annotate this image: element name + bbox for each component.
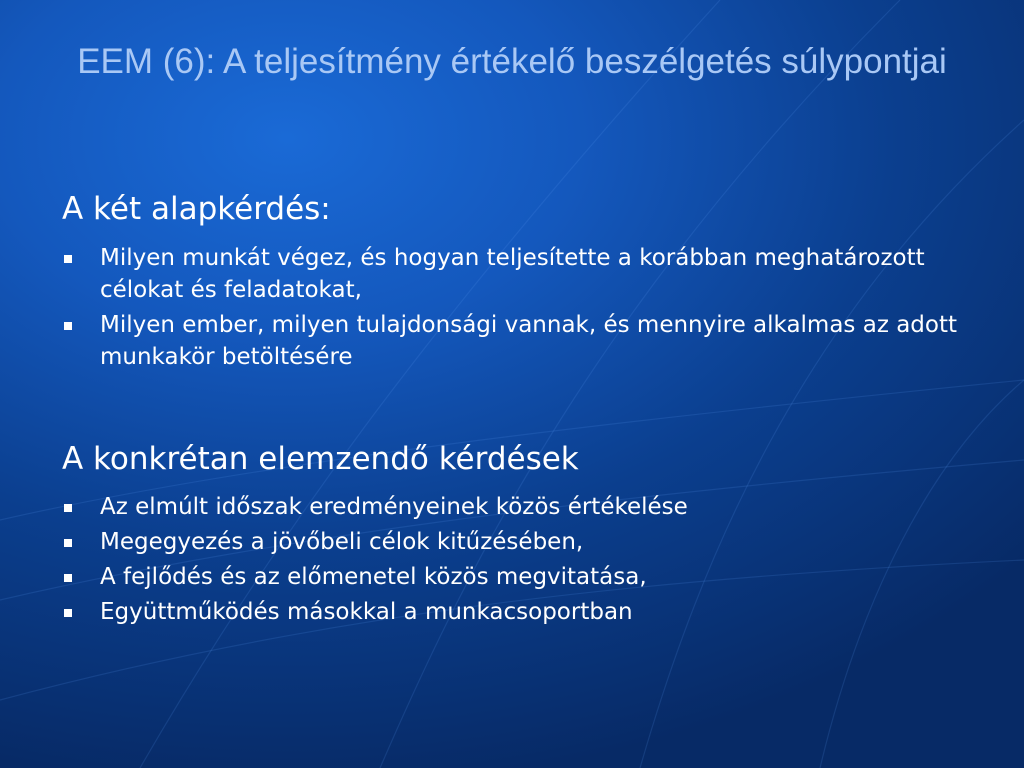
bullet-item: [62, 309, 962, 373]
square-bullet-icon: [64, 574, 72, 582]
bullet-item: [62, 596, 962, 628]
bullet-text: Milyen munkát végez, és hogyan teljesítette a korábban meghatározott célokat és feladatokat,: [100, 245, 925, 303]
bullet-item: [62, 526, 962, 558]
bullet-text: Megegyezés a jövőbeli célok kitűzésében,: [100, 529, 584, 555]
square-bullet-icon: [64, 255, 72, 263]
bullet-text: Milyen ember, milyen tulajdonsági vannak, és mennyire alkalmas az adott munkakör betöltésére: [100, 312, 958, 370]
bullet-item: [62, 491, 962, 523]
square-bullet-icon: [64, 539, 72, 547]
section-heading-specific-questions: A konkrétan elemzendő kérdések: [62, 441, 579, 477]
bullet-list-basic-questions: [62, 242, 962, 376]
bullet-text: Az elmúlt időszak eredményeinek közös értékelése: [100, 494, 688, 520]
bullet-text: A fejlődés és az előmenetel közös megvitatása,: [100, 564, 647, 590]
bullet-list-specific-questions: [62, 491, 962, 631]
section-heading-basic-questions: A két alapkérdés:: [62, 191, 331, 227]
square-bullet-icon: [64, 322, 72, 330]
bullet-text: Együttműködés másokkal a munkacsoportban: [100, 599, 633, 625]
square-bullet-icon: [64, 504, 72, 512]
slide-title: EEM (6): A teljesítmény értékelő beszélgetés súlypontjai: [77, 42, 947, 81]
bullet-item: [62, 242, 962, 306]
bullet-item: [62, 561, 962, 593]
square-bullet-icon: [64, 609, 72, 617]
